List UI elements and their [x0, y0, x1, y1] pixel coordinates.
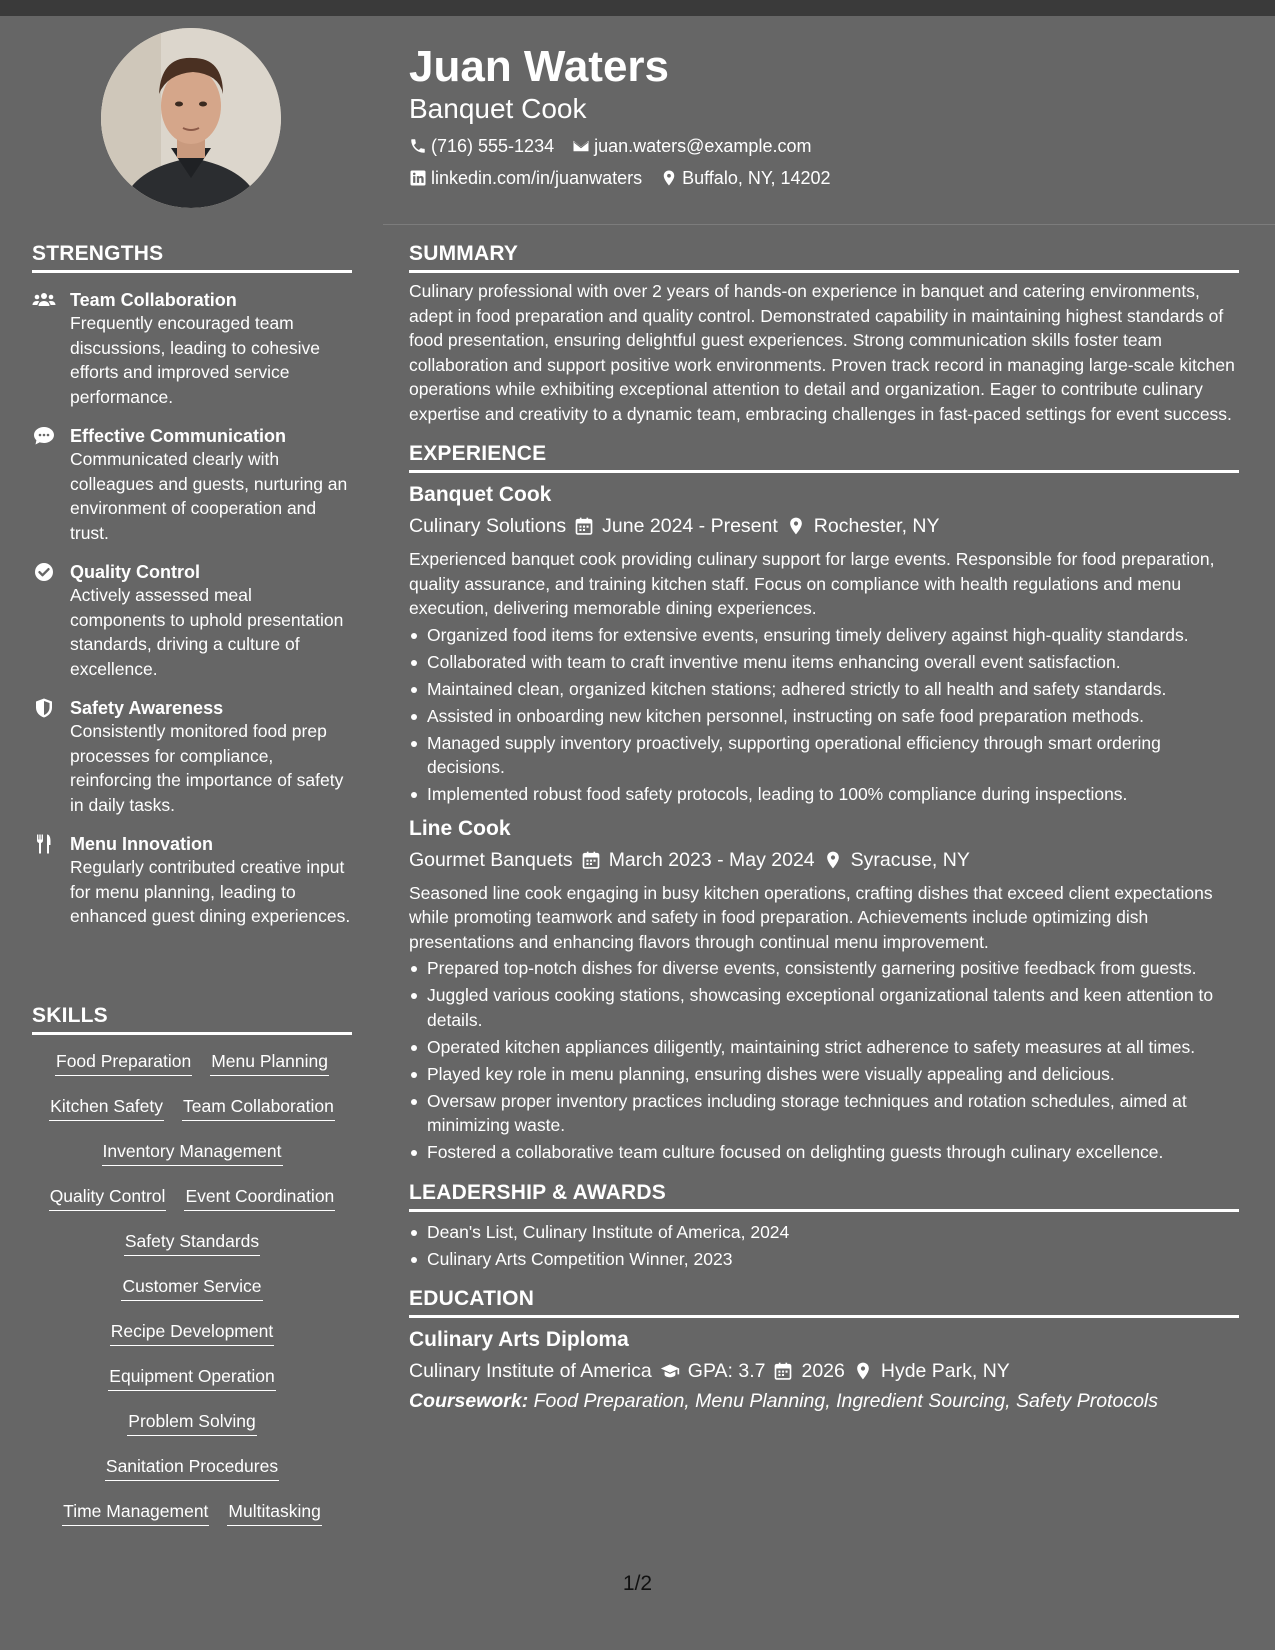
list-item: Managed supply inventory proactively, supporting operational efficiency through smart ordering decisions. — [409, 731, 1239, 780]
skill-row — [32, 1409, 352, 1454]
list-item: Organized food items for extensive events, ensuring timely delivery against high-quality standards. — [409, 623, 1239, 648]
phone-icon — [409, 137, 427, 155]
profile-photo-image — [101, 28, 281, 208]
job-entry — [409, 481, 1239, 807]
strengths-section — [32, 242, 352, 929]
list-item: Oversaw proper inventory practices including storage techniques and rotation schedules, aimed at minimizing waste. — [409, 1089, 1239, 1138]
strength-title: Menu Innovation — [70, 834, 213, 854]
education-title: EDUCATION — [409, 1287, 1239, 1318]
school-name: Culinary Institute of America — [409, 1360, 652, 1382]
job-company: Culinary Solutions — [409, 515, 567, 537]
skill-row — [32, 1499, 352, 1544]
skills-list — [32, 1049, 352, 1544]
job-meta — [409, 511, 1239, 541]
job-description: Experienced banquet cook providing culinary support for large events. Responsible for food preparation, quality assurance, and training kitchen staff. Focus on compliance with health regulations and menu execution, delivering memorable dining experiences. — [409, 549, 1215, 618]
strength-title: Safety Awareness — [70, 698, 224, 718]
email-text: juan.waters@example.com — [594, 136, 812, 156]
skill-tag: Team Collaboration — [182, 1094, 335, 1121]
resume-page — [0, 16, 1275, 1650]
strength-item — [32, 697, 352, 817]
list-item: Culinary Arts Competition Winner, 2023 — [409, 1247, 1239, 1272]
strength-desc: Frequently encouraged team discussions, leading to cohesive efforts and improved service performance. — [70, 313, 321, 407]
skill-tag: Recipe Development — [110, 1319, 274, 1346]
calendar-icon — [581, 850, 601, 870]
contact-email[interactable] — [572, 134, 811, 158]
shield-icon — [32, 698, 56, 718]
skill-tag: Problem Solving — [127, 1409, 256, 1436]
skill-tag: Inventory Management — [102, 1139, 283, 1166]
list-item: Prepared top-notch dishes for diverse events, consistently garnering positive feedback from guests. — [409, 956, 1239, 981]
awards-list — [409, 1220, 1239, 1272]
list-item: Fostered a collaborative team culture focused on delighting guests through culinary excellence. — [409, 1140, 1239, 1165]
list-item: Operated kitchen appliances diligently, maintaining strict adherence to safety measures at all times. — [409, 1035, 1239, 1060]
awards-title: LEADERSHIP & AWARDS — [409, 1181, 1239, 1212]
skill-tag: Customer Service — [121, 1274, 262, 1301]
job-bullets — [409, 623, 1239, 807]
contact-linkedin[interactable] — [409, 166, 642, 190]
skill-row — [32, 1229, 352, 1274]
strength-desc: Actively assessed meal components to uphold presentation standards, driving a culture of excellence. — [70, 585, 344, 679]
graduation-cap-icon — [660, 1361, 680, 1381]
education-meta — [409, 1356, 1239, 1386]
map-pin-icon — [660, 169, 678, 187]
utensils-icon — [32, 834, 56, 854]
list-item: Collaborated with team to craft inventive menu items enhancing overall event satisfaction. — [409, 650, 1239, 675]
degree-title: Culinary Arts Diploma — [409, 1328, 629, 1351]
job-bullets — [409, 956, 1239, 1165]
calendar-icon — [773, 1361, 793, 1381]
job-location: Rochester, NY — [813, 515, 940, 537]
skill-row — [32, 1094, 352, 1139]
job-location: Syracuse, NY — [850, 848, 970, 871]
map-pin-icon — [853, 1361, 873, 1381]
calendar-icon — [574, 516, 594, 536]
job-description: Seasoned line cook engaging in busy kitchen operations, crafting dishes that exceed client expectations while promoting teamwork and safety in food preparation. Achievements include optimizing dish presentations and enhancing flavors through continual menu improvement. — [409, 882, 1213, 952]
page-number: 1/2 — [622, 1572, 653, 1595]
envelope-icon — [572, 137, 590, 155]
contact-phone[interactable] — [409, 134, 554, 158]
skill-tag: Time Management — [62, 1499, 209, 1526]
job-title: Banquet Cook — [409, 483, 552, 506]
phone-text: (716) 555-1234 — [431, 136, 555, 156]
skill-tag: Food Preparation — [55, 1049, 192, 1076]
header-divider — [383, 224, 1275, 225]
skills-section — [32, 1004, 352, 1544]
skill-tag: Multitasking — [227, 1499, 321, 1526]
job-company: Gourmet Banquets — [409, 848, 573, 871]
skill-tag: Quality Control — [49, 1184, 167, 1211]
graduation-year: 2026 — [801, 1360, 845, 1382]
skill-row — [32, 1454, 352, 1499]
strength-desc: Regularly contributed creative input for menu planning, leading to enhanced guest dining experiences. — [70, 857, 351, 926]
coursework-list: Food Preparation, Menu Planning, Ingredient Sourcing, Safety Protocols — [533, 1390, 1158, 1412]
coursework — [409, 1386, 1239, 1416]
linkedin-text: linkedin.com/in/juanwaters — [431, 168, 643, 188]
profile-photo — [101, 28, 281, 208]
list-item: Dean's List, Culinary Institute of America, 2024 — [409, 1220, 1239, 1245]
strength-title: Team Collaboration — [70, 290, 237, 310]
job-dates: March 2023 - May 2024 — [608, 848, 815, 871]
contact-location — [660, 166, 830, 190]
awards-section — [409, 1181, 1239, 1272]
strength-item — [32, 561, 352, 681]
list-item: Juggled various cooking stations, showcasing exceptional organizational talents and keen attention to details. — [409, 983, 1239, 1032]
skill-tag: Event Coordination — [184, 1184, 335, 1211]
team-icon — [32, 290, 56, 310]
strength-desc: Consistently monitored food prep processes for compliance, reinforcing the importance of safety in daily tasks. — [70, 721, 344, 815]
skill-tag: Safety Standards — [124, 1229, 260, 1256]
skill-row — [32, 1274, 352, 1319]
skill-row — [32, 1364, 352, 1409]
job-entry — [409, 815, 1239, 1165]
skills-title: SKILLS — [32, 1004, 352, 1035]
strength-title: Effective Communication — [70, 426, 287, 446]
skill-tag: Menu Planning — [210, 1049, 329, 1076]
strength-item — [32, 425, 352, 545]
job-meta — [409, 845, 1239, 875]
chat-icon — [32, 426, 56, 446]
summary-section — [409, 242, 1239, 426]
skill-row — [32, 1049, 352, 1094]
list-item: Played key role in menu planning, ensuring dishes were visually appealing and delicious. — [409, 1062, 1239, 1087]
school-location: Hyde Park, NY — [880, 1360, 1010, 1382]
strengths-title: STRENGTHS — [32, 242, 352, 273]
list-item: Maintained clean, organized kitchen stations; adhered strictly to all health and safety standards. — [409, 677, 1239, 702]
candidate-role: Banquet Cook — [409, 93, 587, 124]
job-dates: June 2024 - Present — [602, 515, 778, 537]
check-circle-icon — [32, 562, 56, 582]
location-text: Buffalo, NY, 14202 — [682, 168, 831, 188]
job-title: Line Cook — [409, 816, 511, 840]
experience-section — [409, 442, 1239, 1165]
skill-row — [32, 1319, 352, 1364]
skill-tag: Equipment Operation — [108, 1364, 275, 1391]
skill-tag: Kitchen Safety — [49, 1094, 164, 1121]
right-column — [409, 242, 1239, 1432]
gpa-text: GPA: 3.7 — [687, 1360, 766, 1382]
list-item: Implemented robust food safety protocols, leading to 100% compliance during inspections. — [409, 782, 1239, 807]
resume-header — [409, 42, 1239, 190]
summary-text: Culinary professional with over 2 years of hands-on experience in banquet and catering environments, adept in food preparation and quality control. Demonstrated capability in maintaining highest standards of food presentation, ensuring delightful guest experiences. Strong communication skills foster team collaboration and support positive work environments. Proven track record in managing large-scale kitchen operations while exhibiting exceptional attention to detail and organization. Eager to contribute culinary expertise and creativity to a dynamic team, embracing challenges in fast-paced settings for event success. — [409, 281, 1235, 424]
strength-item — [32, 289, 352, 409]
strength-title: Quality Control — [70, 562, 200, 582]
education-entry — [409, 1326, 1239, 1416]
strength-desc: Communicated clearly with colleagues and guests, nurturing an environment of cooperation and trust. — [70, 449, 348, 543]
list-item: Assisted in onboarding new kitchen personnel, instructing on safe food preparation methods. — [409, 704, 1239, 729]
skill-row — [32, 1139, 352, 1184]
candidate-name: Juan Waters — [409, 42, 670, 91]
map-pin-icon — [786, 516, 806, 536]
contact-row-1 — [409, 134, 1239, 158]
linkedin-icon — [409, 169, 427, 187]
coursework-label: Coursework: — [409, 1390, 529, 1412]
experience-title: EXPERIENCE — [409, 442, 1239, 473]
strength-item — [32, 833, 352, 929]
skill-row — [32, 1184, 352, 1229]
skill-tag: Sanitation Procedures — [105, 1454, 279, 1481]
summary-title: SUMMARY — [409, 242, 1239, 273]
map-pin-icon — [823, 850, 843, 870]
education-section — [409, 1287, 1239, 1416]
contact-row-2 — [409, 166, 1239, 190]
